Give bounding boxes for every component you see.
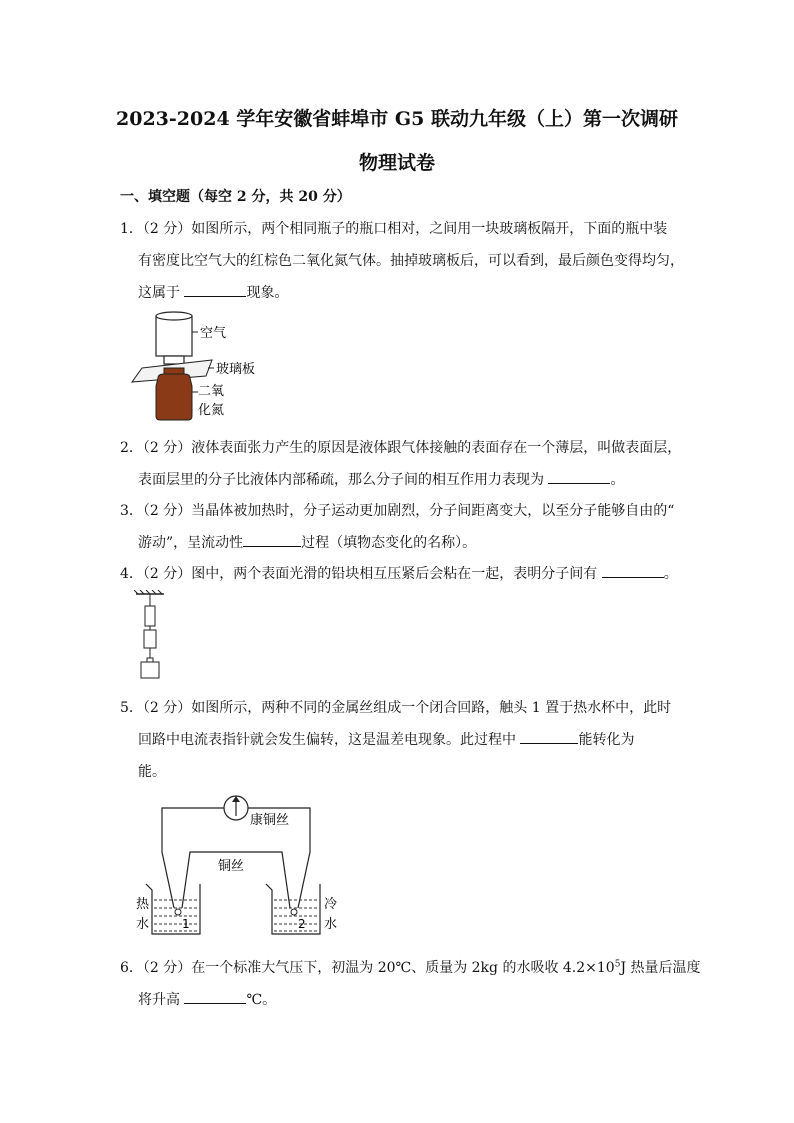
q5-text-b: 能转化为 bbox=[578, 732, 635, 748]
upper-bottle-top bbox=[156, 312, 192, 320]
q6-text-a: 6．（2 分）在一个标准大气压下，初温为 20℃、质量为 2kg 的水吸收 4.2×10 bbox=[120, 960, 615, 976]
lead-blocks-figure bbox=[130, 590, 170, 682]
glass-plate-label: 玻璃板 bbox=[216, 362, 256, 377]
lead-block-top bbox=[145, 606, 155, 626]
q6-line1 bbox=[120, 957, 701, 977]
constantan-wire bbox=[162, 808, 224, 908]
q5-line1: 5．（2 分）如图所示，两种不同的金属丝组成一个闭合回路，触头 1 置于热水杯中，此时 bbox=[120, 700, 672, 716]
q1-text-b: 现象。 bbox=[246, 285, 289, 301]
q1-answer-blank bbox=[184, 282, 246, 297]
q6-answer-blank bbox=[184, 989, 246, 1004]
junction-2-label: 2 bbox=[298, 917, 306, 931]
q1-text-a: 这属于 bbox=[138, 285, 185, 301]
q6-exponent: 5 bbox=[614, 959, 621, 970]
q3-text-a: 游动”，呈流动性 bbox=[138, 535, 244, 551]
q6-text-b: J 热量后温度 bbox=[620, 960, 701, 976]
hot-water-label-2: 水 bbox=[136, 917, 150, 932]
section-heading: 一、填空题（每空 2 分，共 20 分） bbox=[120, 189, 351, 205]
hot-water-beaker bbox=[146, 884, 200, 934]
q4-line1 bbox=[120, 563, 678, 583]
cold-water-label-2: 水 bbox=[324, 917, 338, 932]
cold-water-label-1: 冷 bbox=[324, 897, 338, 912]
q5-answer-blank bbox=[520, 729, 578, 744]
no2-label-1: 二氧 bbox=[198, 384, 225, 399]
upper-bottle bbox=[156, 316, 192, 356]
exam-title-line2: 物理试卷 bbox=[358, 152, 435, 174]
q6-line2 bbox=[138, 989, 276, 1009]
q2-text-a: 表面层里的分子比液体内部稀疏，那么分子间的相互作用力表现为 bbox=[138, 472, 549, 488]
q3-text-b: 过程（填物态变化的名称）。 bbox=[301, 535, 477, 551]
diffusion-figure bbox=[128, 308, 278, 426]
q5-line2 bbox=[138, 729, 634, 749]
junction-1-label: 1 bbox=[182, 917, 190, 931]
upper-bottle-neck bbox=[164, 356, 184, 364]
no2-label-2: 化氮 bbox=[198, 403, 225, 418]
exam-title-line1: 2023-2024 学年安徽省蚌埠市 G5 联动九年级（上）第一次调研 bbox=[116, 108, 678, 130]
q1-line3 bbox=[138, 282, 288, 302]
q1-line1: 1．（2 分）如图所示，两个相同瓶子的瓶口相对，之间用一块玻璃板隔开，下面的瓶中装 bbox=[120, 221, 668, 237]
q6-text-a2: 将升高 bbox=[138, 992, 185, 1008]
q4-text-a: 4．（2 分）图中，两个表面光滑的铅块相互压紧后会粘在一起，表明分子间有 bbox=[120, 566, 602, 582]
q3-line1: 3．（2 分）当晶体被加热时，分子运动更加剧烈，分子间距离变大，以至分子能够自由的“ bbox=[120, 503, 675, 519]
air-label: 空气 bbox=[200, 326, 227, 341]
q5-line3: 能。 bbox=[138, 764, 166, 780]
q1-line2: 有密度比空气大的红棕色二氧化氮气体。抽掉玻璃板后，可以看到，最后颜色变得均匀， bbox=[138, 253, 684, 269]
q2-answer-blank bbox=[548, 469, 610, 484]
q4-text-b: 。 bbox=[663, 566, 678, 582]
q4-answer-blank bbox=[602, 563, 664, 578]
q3-line2 bbox=[138, 532, 476, 552]
constantan-label: 康铜丝 bbox=[250, 813, 290, 828]
q3-answer-blank bbox=[243, 532, 301, 547]
q6-text-b2: ℃。 bbox=[246, 992, 277, 1008]
q2-text-b: 。 bbox=[610, 472, 625, 488]
q5-text-a: 回路中电流表指针就会发生偏转，这是温差电现象。此过程中 bbox=[138, 732, 521, 748]
hanging-weight bbox=[141, 662, 159, 678]
hot-water-label-1: 热 bbox=[136, 897, 150, 912]
hanging-weight-hook bbox=[147, 658, 153, 662]
q2-line1: 2．（2 分）液体表面张力产生的原因是液体跟气体接触的表面存在一个薄层，叫做表面层， bbox=[120, 440, 682, 456]
thermocouple-figure bbox=[132, 790, 342, 940]
copper-label: 铜丝 bbox=[218, 859, 245, 874]
lower-bottle bbox=[156, 374, 192, 420]
lead-block-bottom bbox=[144, 630, 156, 648]
q2-line2 bbox=[138, 469, 624, 489]
